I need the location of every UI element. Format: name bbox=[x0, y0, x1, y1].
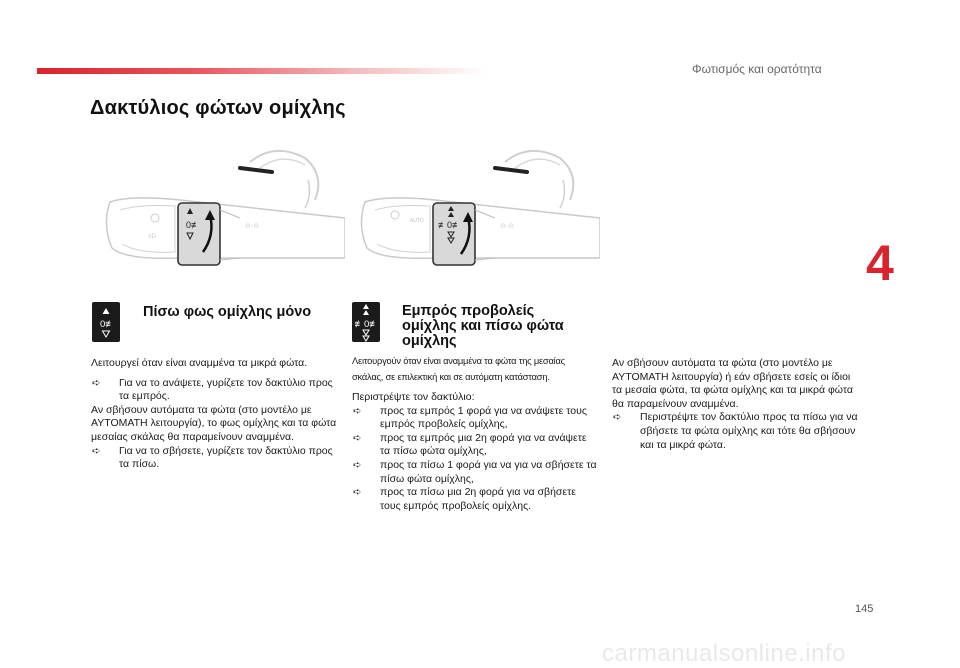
page-title: Δακτύλιος φώτων ομίχλης bbox=[90, 97, 346, 119]
front-rear-fog-icon bbox=[352, 302, 380, 342]
fog-off-instruction: ➪ Περιστρέψτε τον δακτύλιο προς τα πίσω για να σβήσετε τα φώτα ομίχλης και τότε θα σβήσουν και τα μικρά φώτα. bbox=[613, 411, 858, 451]
front-rear-fog-intro: Λειτουργούν όταν είναι αναμμένα τα φώτα της μεσαίας σκάλας, σε επιλεκτική και σε αυτόματη κατάσταση. bbox=[352, 356, 565, 382]
svg-text:⊖-⊝: ⊖-⊝ bbox=[245, 223, 260, 230]
rotate-ring-lead: Περιστρέψτε τον δακτύλιο: bbox=[352, 391, 475, 403]
svg-text:≢0≢: ≢0≢ bbox=[438, 220, 462, 230]
arrow-bullet-icon: ➪ bbox=[353, 432, 362, 444]
svg-text:0≢: 0≢ bbox=[100, 319, 115, 330]
rear-fog-intro: Λειτουργεί όταν είναι αναμμένα τα μικρά φώτα. bbox=[91, 357, 308, 369]
svg-text:⊖-⊝: ⊖-⊝ bbox=[500, 223, 515, 230]
front-rear-fog-heading: Εμπρός προβολείς ομίχλης και πίσω φώτα ομίχλης bbox=[402, 303, 564, 349]
auto-off-note: Αν σβήσουν αυτόματα τα φώτα (στο μοντέλο με ΑΥΤΟΜΑΤΗ λειτουργία) ή εάν σβήσετε εσείς οι ίδιοι τα μεσαία φώτα, τα φώτα ομίχλης και τα μικρά φώτα θα παραμείνουν αναμμένα. bbox=[612, 357, 853, 410]
fog-ring-illustration-rear bbox=[100, 140, 345, 280]
svg-text:≡D: ≡D bbox=[148, 234, 156, 240]
watermark: carmanualsonline.info bbox=[602, 640, 846, 667]
list-item: ➪ προς τα εμπρός 1 φορά για να ανάψετε τους εμπρός προβολείς ομίχλης, bbox=[353, 404, 587, 431]
list-item: ➪ προς τα εμπρός μια 2η φορά για να ανάψετε τα πίσω φώτα ομίχλης, bbox=[353, 431, 587, 458]
section-title: Φωτισμός και ορατότητα bbox=[692, 62, 822, 76]
arrow-bullet-icon: ➪ bbox=[353, 459, 362, 471]
list-item: ➪ προς τα πίσω 1 φορά για να για να σβήσετε τα πίσω φώτα ομίχλης, bbox=[353, 458, 597, 485]
svg-text:0≢: 0≢ bbox=[186, 220, 201, 230]
rear-fog-auto-note: Αν σβήσουν αυτόματα τα φώτα (στο μοντέλο με ΑΥΤΟΜΑΤΗ λειτουργία), το φως ομίχλης και τα φώτα μεσαίας σκάλας θα παραμείνουν αναμμένα. bbox=[91, 403, 337, 443]
arrow-bullet-icon: ➪ bbox=[353, 405, 362, 417]
rear-fog-heading: Πίσω φως ομίχλης μόνο bbox=[143, 304, 312, 320]
rear-fog-icon bbox=[92, 302, 120, 342]
svg-text:≢0≢: ≢0≢ bbox=[354, 319, 379, 330]
arrow-bullet-icon: ➪ bbox=[613, 412, 622, 424]
page-number: 145 bbox=[855, 603, 874, 615]
fog-ring-illustration-front-rear bbox=[355, 140, 600, 280]
header-accent-bar bbox=[37, 68, 487, 74]
arrow-bullet-icon: ➪ bbox=[92, 445, 101, 457]
column-auto-off bbox=[612, 357, 862, 452]
arrow-bullet-icon: ➪ bbox=[92, 377, 101, 389]
column-front-rear-fog bbox=[352, 353, 597, 513]
column-rear-fog bbox=[91, 357, 341, 472]
chapter-number: 4 bbox=[866, 235, 894, 291]
rear-fog-on-instruction: ➪ Για να το ανάψετε, γυρίζετε τον δακτύλιο προς τα εμπρός. bbox=[92, 376, 333, 403]
arrow-bullet-icon: ➪ bbox=[353, 487, 362, 499]
rear-fog-off-instruction: ➪ Για να το σβήσετε, γυρίζετε τον δακτύλιο προς τα πίσω. bbox=[92, 444, 333, 471]
auto-label: AUTO bbox=[410, 218, 424, 224]
list-item: ➪ προς τα πίσω μια 2η φορά για να σβήσετε τους εμπρός προβολείς ομίχλης. bbox=[353, 486, 576, 512]
